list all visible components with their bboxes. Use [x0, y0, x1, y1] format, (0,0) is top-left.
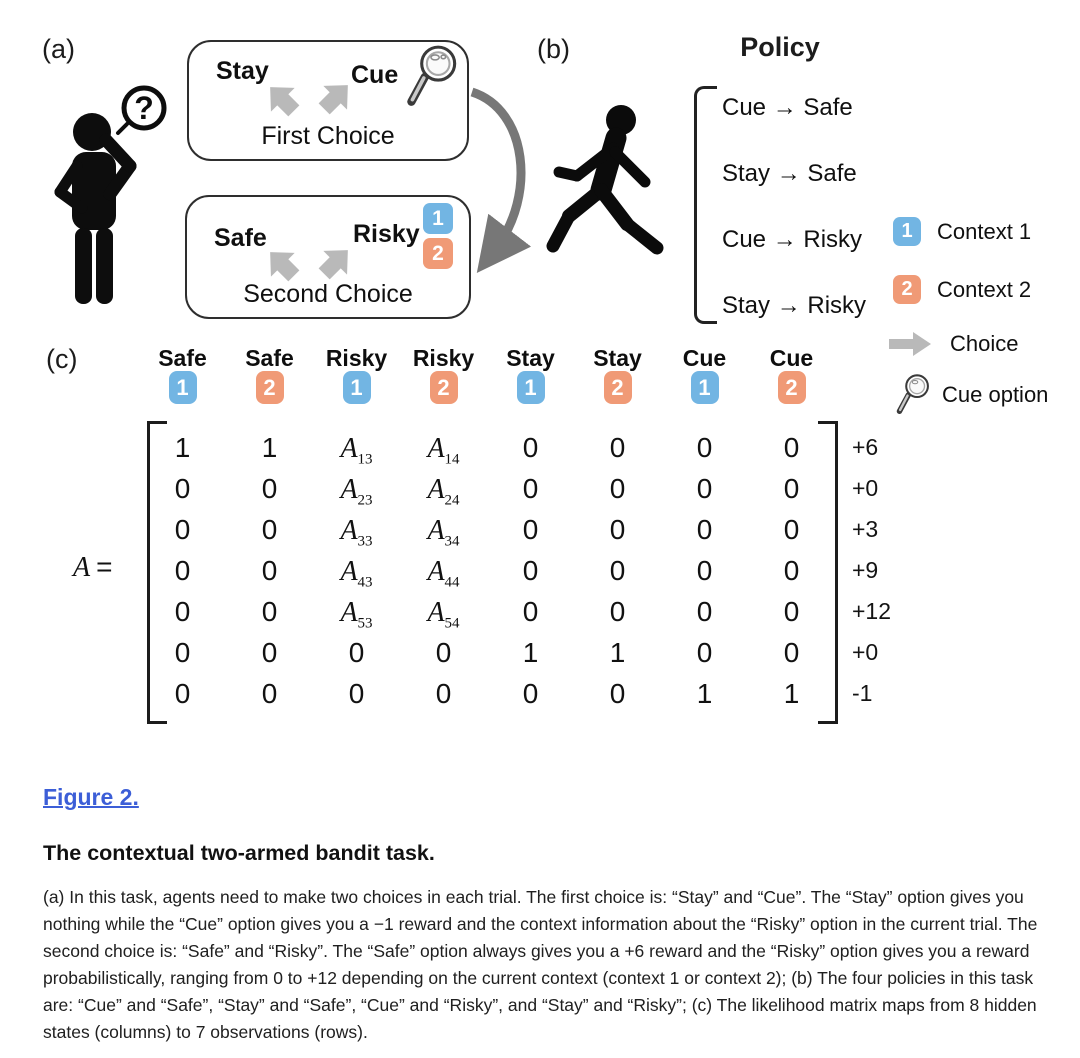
matrix-cell: 0	[609, 473, 626, 504]
reward-label: +12	[852, 598, 892, 624]
context-2-badge: 2	[893, 275, 921, 304]
matrix-cell: 0	[174, 555, 191, 586]
figure-2-link[interactable]: Figure 2.	[43, 784, 139, 810]
column-label: Risky	[325, 345, 388, 371]
policy-item: Cue → Safe	[722, 94, 853, 121]
matrix-cell: 0	[783, 637, 800, 668]
matrix-cell: 0	[174, 637, 191, 668]
matrix-cell: 0	[261, 596, 278, 627]
matrix-cell: $A_{44}$	[427, 556, 460, 591]
matrix-cell: 0	[348, 637, 365, 668]
trial-flow-curved-arrow	[466, 84, 542, 276]
matrix-cell: 0	[783, 555, 800, 586]
matrix-cell: 0	[783, 473, 800, 504]
svg-text:?: ?	[134, 90, 154, 126]
matrix-cell: 1	[174, 432, 191, 463]
context-2-badge: 2	[604, 371, 632, 404]
matrix-cell: 1	[609, 637, 626, 668]
column-label: Risky	[412, 345, 475, 371]
matrix-cell: 0	[696, 473, 713, 504]
matrix-column-header	[139, 345, 226, 404]
matrix-cell: 0	[261, 473, 278, 504]
legend-context-2	[893, 275, 1031, 304]
column-label: Stay	[506, 345, 555, 371]
matrix-cell: 0	[696, 555, 713, 586]
matrix-cell: 0	[609, 432, 626, 463]
matrix-cell: 0	[783, 596, 800, 627]
choice-arrow-icon	[886, 330, 934, 358]
column-label: Cue	[769, 345, 814, 371]
context-2-badge: 2	[430, 371, 458, 404]
context-1-label: Context 1	[937, 218, 1032, 244]
first-choice-caption: First Choice	[261, 122, 395, 150]
context-2-badge: 2	[256, 371, 284, 404]
walking-person-icon	[543, 100, 678, 278]
matrix-column-header	[487, 345, 574, 404]
matrix-cell: 0	[435, 678, 452, 709]
matrix-cell: $A_{13}$	[340, 433, 373, 468]
matrix-cell: 0	[522, 678, 539, 709]
choice-label: Choice	[950, 331, 1019, 356]
matrix-cell: 0	[261, 678, 278, 709]
matrix-column-header	[313, 345, 400, 404]
safe-option-label: Safe	[214, 224, 267, 252]
reward-column	[852, 427, 891, 714]
cue-option-label: Cue option	[942, 382, 1049, 407]
matrix-cell: 0	[261, 514, 278, 545]
matrix-cell: 0	[174, 596, 191, 627]
choice-arrow-left-icon	[263, 80, 301, 118]
panel-c-label: (c)	[46, 344, 78, 374]
matrix-cell: 0	[696, 637, 713, 668]
policy-title: Policy	[740, 32, 820, 62]
magnifier-icon	[894, 372, 932, 418]
thinking-person-icon	[50, 78, 180, 328]
column-label: Safe	[158, 345, 207, 371]
likelihood-matrix	[139, 427, 835, 714]
reward-label: -1	[852, 680, 873, 706]
matrix-cell: 0	[609, 596, 626, 627]
column-label: Cue	[682, 345, 727, 371]
matrix-column-header	[226, 345, 313, 404]
matrix-cell: 0	[783, 432, 800, 463]
matrix-cell: 0	[174, 678, 191, 709]
caption-heading: The contextual two-armed bandit task.	[43, 841, 435, 865]
choice-arrow-right-icon	[317, 78, 355, 116]
policy-item: Cue → Risky	[722, 226, 863, 253]
matrix-cell: $A_{24}$	[427, 474, 460, 509]
matrix-cell: 0	[522, 432, 539, 463]
matrix-cell: 1	[783, 678, 800, 709]
matrix-cell: 1	[522, 637, 539, 668]
matrix-cell: 0	[609, 555, 626, 586]
matrix-cell: 0	[435, 637, 452, 668]
policy-bracket	[694, 86, 717, 324]
context-1-badge: 1	[169, 371, 197, 404]
reward-label: +0	[852, 475, 879, 501]
matrix-cell: 0	[783, 514, 800, 545]
context-1-badge: 1	[343, 371, 371, 404]
matrix-column-header	[400, 345, 487, 404]
context-1-badge: 1	[423, 203, 453, 234]
context-1-badge: 1	[691, 371, 719, 404]
matrix-cell: 0	[348, 678, 365, 709]
matrix-cell: 0	[174, 514, 191, 545]
matrix-cell: 0	[261, 555, 278, 586]
matrix-cell: $A_{53}$	[340, 597, 373, 632]
matrix-cell: 0	[522, 596, 539, 627]
column-label: Safe	[245, 345, 294, 371]
matrix-column-header	[748, 345, 835, 404]
stay-option-label: Stay	[216, 57, 269, 85]
context-2-label: Context 2	[937, 276, 1032, 302]
context-1-badge: 1	[893, 217, 921, 246]
context-2-badge: 2	[423, 238, 453, 269]
matrix-cell: $A_{33}$	[340, 515, 373, 550]
matrix-cell: 0	[696, 596, 713, 627]
matrix-cell: 0	[609, 678, 626, 709]
magnifier-icon	[403, 43, 461, 111]
matrix-cell: 0	[522, 473, 539, 504]
matrix-cell: 1	[696, 678, 713, 709]
matrix-cell: 0	[522, 555, 539, 586]
matrix-cell: $A_{43}$	[340, 556, 373, 591]
cue-option-label: Cue	[351, 61, 399, 89]
first-choice-box	[187, 40, 469, 161]
policy-item: Stay → Risky	[722, 292, 867, 319]
matrix-cell: 1	[261, 432, 278, 463]
reward-label: +0	[852, 639, 879, 665]
reward-label: +6	[852, 434, 879, 460]
policy-list	[722, 88, 866, 352]
reward-label: +3	[852, 516, 879, 542]
matrix-column-header	[574, 345, 661, 404]
panel-b-label: (b)	[537, 34, 570, 64]
matrix-cell: 0	[696, 432, 713, 463]
matrix-cell: $A_{23}$	[340, 474, 373, 509]
choice-arrow-left-icon	[263, 245, 301, 283]
matrix-cell: $A_{34}$	[427, 515, 460, 550]
panel-a-label: (a)	[42, 34, 75, 64]
choice-arrow-right-icon	[317, 243, 355, 281]
context-2-badge: 2	[778, 371, 806, 404]
legend-context-1	[893, 217, 1031, 246]
matrix-equation-label: A =	[73, 551, 113, 583]
context-1-badge: 1	[517, 371, 545, 404]
second-choice-caption: Second Choice	[243, 280, 413, 308]
matrix-cell: 0	[261, 637, 278, 668]
second-choice-box	[185, 195, 471, 319]
matrix-column-header	[661, 345, 748, 404]
matrix-cell: $A_{14}$	[427, 433, 460, 468]
matrix-header-row	[139, 345, 835, 404]
caption-body: (a) In this task, agents need to make two choices in each trial. The first choice is: “Stay” and “Cue”. The “Stay” option gives you nothing while the “Cue” option gives you a −1 reward and the context information about the “Risky” option in the current trial. The second choice is: “Safe” and “Risky”. The “Safe” option always gives you a +6 reward and the “Risky” option gives you a reward probabilistically, ranging from 0 to +12 depending on the current context (context 1 or context 2); (b) The four policies in this task are: “Cue” and “Safe”, “Stay” and “Safe”, “Cue” and “Risky”, and “Stay” and “Risky”; (c) The likelihood matrix maps from 8 hidden states (columns) to 7 observations (rows).	[43, 887, 1038, 1042]
legend-cue-option	[894, 372, 1048, 418]
column-label: Stay	[593, 345, 642, 371]
reward-label: +9	[852, 557, 879, 583]
matrix-cell: 0	[696, 514, 713, 545]
matrix-cell: 0	[609, 514, 626, 545]
policy-item: Stay → Safe	[722, 160, 857, 187]
risky-option-label: Risky	[353, 220, 420, 248]
matrix-cell: $A_{54}$	[427, 597, 460, 632]
matrix-cell: 0	[174, 473, 191, 504]
matrix-cell: 0	[522, 514, 539, 545]
legend-choice	[886, 330, 1018, 358]
